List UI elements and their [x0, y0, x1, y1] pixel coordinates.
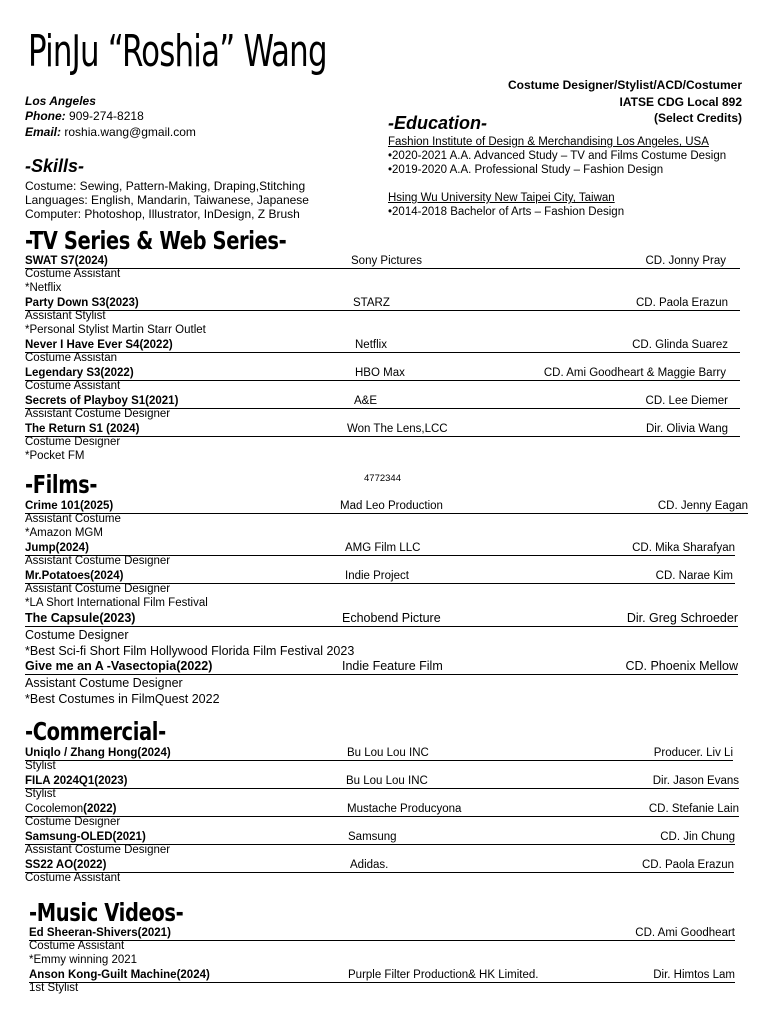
credit-company: Adidas. [350, 859, 389, 871]
credit-director: CD. Glinda Suarez [632, 339, 728, 351]
email-line [25, 125, 196, 139]
credit-title: Crime 101(2025) [25, 500, 114, 512]
tv-heading: -TV Series & Web Series- [25, 226, 287, 255]
credit-director: CD. Mika Sharafyan [632, 542, 735, 554]
credit-director: Dir. Himtos Lam [653, 969, 735, 981]
credit-company: Sony Pictures [351, 255, 422, 267]
credit-title: Mr.Potatoes(2024) [25, 570, 124, 582]
credit-row [25, 422, 740, 437]
credit-director: CD. Narae Kim [655, 570, 733, 582]
credit-director: Dir. Olivia Wang [645, 423, 728, 435]
credit-note: *LA Short International Film Festival [25, 597, 208, 609]
credit-company: Won The Lens,LCC [347, 423, 448, 435]
credit-row [25, 541, 735, 556]
credit-company: Bu Lou Lou INC [346, 775, 428, 787]
credit-company: A&E [354, 395, 378, 407]
school-fidm: Fashion Institute of Design & Merchandising Los Angeles, USA [388, 136, 709, 148]
credit-title: Uniqlo / Zhang Hong(2024) [25, 747, 171, 759]
credit-role: Costume Designer [25, 436, 121, 448]
credit-row [25, 830, 735, 845]
credit-company: Samsung [348, 831, 397, 843]
credit-row [25, 802, 739, 817]
email-address[interactable]: roshia.wang@gmail.com [64, 125, 196, 139]
phone-line [25, 109, 144, 123]
credit-company: Purple Filter Production& HK Limited. [348, 969, 539, 981]
credit-role: Assistant Costume Designer [25, 844, 171, 856]
credit-title: Jump(2024) [25, 542, 89, 554]
credit-title: Party Down S3(2023) [25, 297, 139, 309]
credit-row [29, 968, 735, 983]
edu-line: •2014-2018 Bachelor of Arts – Fashion Design [388, 206, 625, 218]
credit-company: Echobend Picture [342, 611, 441, 625]
credit-role: Costume Assistant [25, 268, 121, 280]
job-title [508, 77, 742, 127]
skills-heading: -Skills- [25, 156, 85, 176]
edu-line: •2019-2020 A.A. Professional Study – Fashion Design [388, 164, 664, 176]
credit-title: SS22 AO(2022) [25, 859, 107, 871]
city: Los Angeles [25, 94, 96, 108]
education-list [388, 135, 726, 219]
credit-title: Secrets of Playboy S1(2021) [25, 395, 179, 407]
credit-title: SWAT S7(2024) [25, 255, 108, 267]
credit-row [25, 774, 739, 789]
skill-costume: Costume: Sewing, Pattern-Making, Draping,Stitching [25, 179, 306, 193]
credit-company: Bu Lou Lou INC [347, 747, 429, 759]
credit-role: Assistant Costume Designer [25, 676, 183, 690]
credit-title: Legendary S3(2022) [25, 367, 134, 379]
credit-note: *Emmy winning 2021 [29, 954, 138, 966]
phone-label: Phone: [25, 109, 66, 123]
credit-director: CD. Jin Chung [660, 831, 735, 843]
credit-company: STARZ [353, 297, 390, 309]
credit-role: Assistant Costume Designer [25, 408, 171, 420]
credit-title: Give me an A -Vasectopia(2022) [25, 659, 213, 673]
credit-title [25, 803, 116, 815]
credit-note: *Pocket FM [25, 450, 85, 462]
credit-company: Netflix [355, 339, 387, 351]
credit-title: Samsung-OLED(2021) [25, 831, 146, 843]
credit-row [25, 746, 733, 761]
credit-company: Mad Leo Production [340, 500, 443, 512]
credit-director: Producer. Liv Li [653, 747, 733, 759]
credit-title: Never I Have Ever S4(2022) [25, 339, 173, 351]
credit-title-year: (2022) [83, 803, 117, 815]
credit-company: AMG Film LLC [345, 542, 421, 554]
credit-company: Mustache Producyona [347, 803, 462, 815]
credit-row [25, 569, 735, 584]
credit-role: Assistant Stylist [25, 310, 106, 322]
credit-title: Ed Sheeran-Shivers(2021) [29, 927, 171, 939]
credit-row [25, 366, 740, 381]
credit-note: *Netflix [25, 282, 62, 294]
credit-role: 1st Stylist [29, 982, 79, 994]
commercial-heading: -Commercial- [25, 717, 166, 746]
credit-role: Costume Assistant [25, 872, 121, 884]
credit-role: Stylist [25, 788, 56, 800]
films-heading: -Films- [25, 470, 98, 499]
credit-director: CD. Stefanie Lain [648, 803, 739, 815]
credit-title: The Capsule(2023) [25, 611, 136, 625]
credit-title: FILA 2024Q1(2023) [25, 775, 128, 787]
credit-note: *Amazon MGM [25, 527, 103, 539]
credit-title: Anson Kong-Guilt Machine(2024) [29, 969, 210, 981]
credit-director: Dir. Greg Schroeder [626, 611, 738, 625]
resume-name: PinJu “Roshia” Wang [28, 26, 327, 77]
credit-role: Costume Assistant [29, 940, 125, 952]
credit-note: *Personal Stylist Martin Starr Outlet [25, 324, 206, 336]
credit-title: The Return S1 (2024) [25, 423, 140, 435]
credit-row [25, 858, 734, 873]
credit-row [25, 338, 740, 353]
credit-director: CD. Ami Goodheart & Maggie Barry [543, 367, 726, 379]
education-heading: -Education- [388, 113, 487, 133]
credit-company: Indie Project [345, 570, 409, 582]
credit-director: CD. Phoenix Mellow [625, 659, 738, 673]
credit-director: Dir. Jason Evans [652, 775, 739, 787]
stray-number: 4772344 [364, 473, 401, 484]
credit-director: CD. Jenny Eagan [657, 500, 748, 512]
credit-role: Assistant Costume [25, 513, 121, 525]
credit-company: HBO Max [355, 367, 405, 379]
credit-director: CD. Paola Erazun [635, 297, 728, 309]
credit-role: Assistant Costume Designer [25, 583, 171, 595]
edu-line: •2020-2021 A.A. Advanced Study – TV and Films Costume Design [388, 150, 727, 162]
credit-row [25, 394, 740, 409]
credit-role: Stylist [25, 760, 56, 772]
credit-title-plain: Cocolemon [25, 803, 84, 815]
credit-director: CD. Ami Goodheart [635, 927, 735, 939]
credit-row [25, 499, 748, 514]
skill-languages: Languages: English, Mandarin, Taiwanese, Japanese [25, 193, 309, 207]
credit-role: Costume Assistant [25, 380, 121, 392]
skill-computer: Computer: Photoshop, Illustrator, InDesign, Z Brush [25, 207, 300, 221]
job-title-line2: IATSE CDG Local 892 [619, 94, 742, 109]
job-title-line3: (Select Credits) [653, 111, 742, 125]
credit-role: Costume Designer [25, 628, 129, 642]
credit-role: Costume Designer [25, 816, 121, 828]
credit-row [29, 926, 735, 941]
credit-row [25, 611, 738, 627]
phone-number[interactable]: 909-274-8218 [69, 109, 144, 123]
skills-list [25, 179, 309, 221]
credit-row [25, 296, 740, 311]
credit-note: *Best Costumes in FilmQuest 2022 [25, 692, 220, 706]
credit-director: CD. Lee Diemer [645, 395, 728, 407]
credit-row [25, 254, 740, 269]
job-title-line1: Costume Designer/Stylist/ACD/Costumer [507, 78, 742, 92]
credit-row [25, 659, 738, 675]
credit-role: Costume Assistan [25, 352, 118, 364]
email-label: Email: [25, 125, 62, 139]
school-hsing-wu: Hsing Wu University New Taipei City, Taiwan [388, 192, 615, 204]
credit-role: Assistant Costume Designer [25, 555, 171, 567]
credit-director: CD. Paola Erazun [641, 859, 734, 871]
music-videos-heading: -Music Videos- [29, 898, 184, 927]
credit-company: Indie Feature Film [342, 659, 443, 673]
credit-note: *Best Sci-fi Short Film Hollywood Florida Film Festival 2023 [25, 644, 355, 658]
credit-director: CD. Jonny Pray [645, 255, 726, 267]
